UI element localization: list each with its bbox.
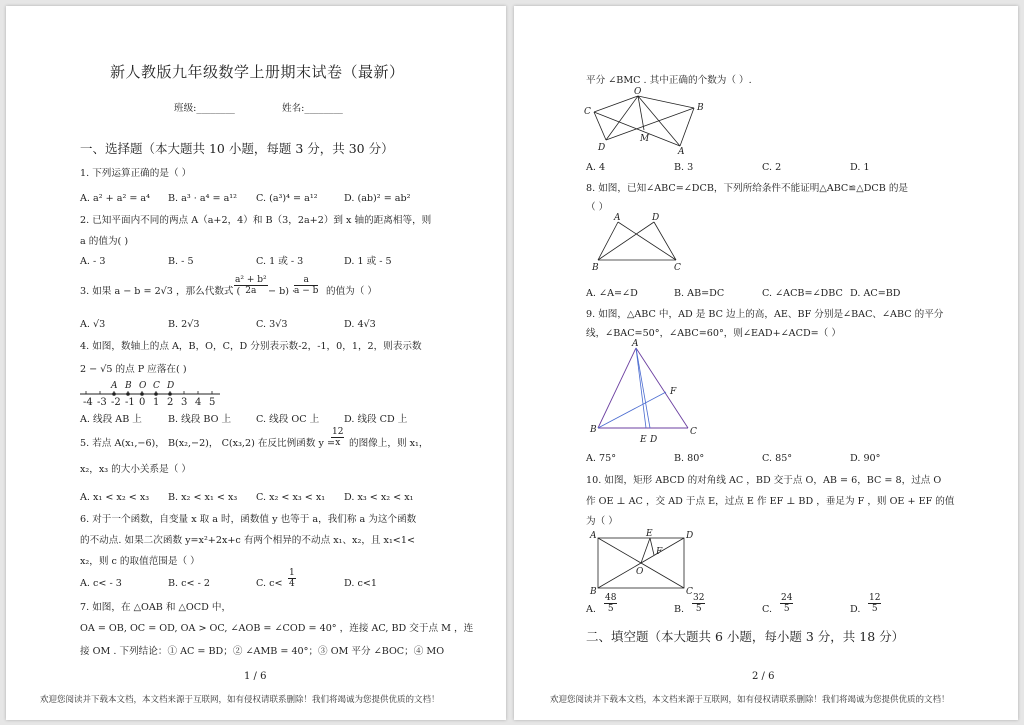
number-line-tick-label: -1 xyxy=(125,397,135,408)
q9-text-line1: 9. 如图，△ABC 中，AD 是 BC 边上的高，AE、BF 分别是∠BAC、∠ABC 的平分 xyxy=(586,309,944,320)
q10-text-line3: 为（ ） xyxy=(586,516,618,527)
q3-option-a: A. √3 xyxy=(80,319,106,330)
q2-text-line2: a 的值为( ) xyxy=(80,236,129,247)
q3-option-d: D. 4√3 xyxy=(344,319,376,330)
q6-option-c-fraction: $\frac{1}{4}$ xyxy=(289,568,295,589)
page-1 xyxy=(6,6,506,720)
q3-fraction-1: $\frac{\text{a² + b²}}{2a}$ xyxy=(235,275,267,296)
q4-number-line-figure xyxy=(80,378,230,408)
q9-label-e: E xyxy=(640,435,647,445)
q4-option-c: C. 线段 OC 上 xyxy=(256,414,320,425)
q9-label-f: F xyxy=(670,387,677,397)
exam-title: 新人教版九年级数学上册期末试卷（最新） xyxy=(110,63,405,81)
class-field-label: 班级:________ xyxy=(174,103,235,114)
number-line-tick-label: -4 xyxy=(83,397,93,408)
page-number: 1 / 6 xyxy=(244,671,267,682)
q10-option-d: $\frac{12}{5}$ xyxy=(869,593,881,614)
q4-option-d: D. 线段 CD 上 xyxy=(344,414,408,425)
q2-option-d: D. 1 或 - 5 xyxy=(344,256,392,267)
q4-text-line2: 2 − √5 的点 P 应落在( ) xyxy=(80,364,187,375)
q10-option-a: $\frac{48}{5}$ xyxy=(605,593,617,614)
page-footer: 欢迎您阅读并下载本文档，本文档来源于互联网，如有侵权请联系删除！我们将竭诚为您提供优质的文档！ xyxy=(550,695,950,705)
q8-label-d: D xyxy=(652,213,660,223)
q8-label-b: B xyxy=(592,263,599,273)
page-2 xyxy=(514,6,1018,720)
number-line-tick-label: 2 xyxy=(167,397,174,408)
q9-figure xyxy=(590,340,700,446)
q8-option-a: A. ∠A=∠D xyxy=(586,288,638,299)
number-line-tick-label: 3 xyxy=(181,397,188,408)
q6-option-c: C. c< xyxy=(256,578,283,589)
page-number: 2 / 6 xyxy=(752,671,775,682)
q7-label-m: M xyxy=(640,134,650,144)
q10-label-c: C xyxy=(686,587,693,597)
q2-option-c: C. 1 或 - 3 xyxy=(256,256,304,267)
q4-option-a: A. 线段 AB 上 xyxy=(80,414,142,425)
q7-text-line1: 7. 如图，在 △OAB 和 △OCD 中， xyxy=(80,602,232,613)
q9-option-c: C. 85° xyxy=(762,453,793,464)
number-line-point xyxy=(154,392,158,396)
q8-label-a: A xyxy=(614,213,621,223)
q5-option-b: B. x₂ < x₁ < x₃ xyxy=(168,492,238,503)
q10-option-c-label: C. xyxy=(762,604,773,615)
q9-option-b: B. 80° xyxy=(674,453,705,464)
q10-figure xyxy=(590,528,700,598)
q5-text-pre: 5. 若点 A(x₁,−6)， B(x₂,−2)， C(x₃,2) 在反比例函数 y = xyxy=(80,438,335,449)
q9-label-a: A xyxy=(632,339,639,349)
number-line-tick-label: 1 xyxy=(153,397,160,408)
q8-label-c: C xyxy=(674,263,681,273)
number-line-tick-label: -2 xyxy=(111,397,121,408)
q10-option-d-label: D. xyxy=(850,604,861,615)
q6-text-line1: 6. 对于一个函数，自变量 x 取 a 时，函数值 y 也等于 a，我们称 a 为这个函数 xyxy=(80,514,417,525)
page-footer: 欢迎您阅读并下载本文档，本文档来源于互联网，如有侵权请联系删除！我们将竭诚为您提供优质的文档！ xyxy=(40,695,440,705)
q10-label-d: D xyxy=(686,531,694,541)
q5-text-post: 的图像上，则 x₁， xyxy=(349,438,429,449)
q7-label-o: O xyxy=(634,87,642,97)
number-line-tick-label: 5 xyxy=(209,397,216,408)
q7-option-c: C. 2 xyxy=(762,162,782,173)
q10-option-a-label: A. xyxy=(586,604,596,615)
name-field-label: 姓名:________ xyxy=(282,103,343,114)
q10-option-b-label: B. xyxy=(674,604,685,615)
q6-text-line2: 的不动点. 如果二次函数 y=x²+2x+c 有两个相异的不动点 x₁、x₂，且 x₁<1< xyxy=(80,535,415,546)
q1-option-b: B. a³ · a⁴ = a¹² xyxy=(168,193,237,204)
section-1-heading: 一、选择题（本大题共 10 小题，每题 3 分，共 30 分） xyxy=(80,141,394,156)
q10-label-a: A xyxy=(590,531,597,541)
q3-text-pre: 3. 如果 a − b = 2√3 ，那么代数式 ( xyxy=(80,286,241,297)
number-line-point-label: C xyxy=(153,381,160,391)
q3-text-post: 的值为（ ） xyxy=(326,286,378,297)
q8-figure xyxy=(590,214,690,274)
q9-option-a: A. 75° xyxy=(586,453,617,464)
q3-text-mid: − b) · xyxy=(268,286,296,297)
q7-option-b: B. 3 xyxy=(674,162,694,173)
q6-option-d: D. c<1 xyxy=(344,578,377,589)
q1-option-c: C. (a³)⁴ = a¹² xyxy=(256,193,318,204)
q4-text-line1: 4. 如图，数轴上的点 A，B，O，C，D 分别表示数-2，-1，0，1，2，则表示数 xyxy=(80,341,422,352)
q1-option-a: A. a² + a² = a⁴ xyxy=(80,193,150,204)
q8-text-line1: 8. 如图，已知∠ABC=∠DCB，下列所给条件不能证明△ABC≌△DCB 的是 xyxy=(586,183,909,194)
q6-text-line3: x₂，则 c 的取值范围是（ ） xyxy=(80,556,200,567)
number-line-point-label: A xyxy=(111,381,118,391)
number-line-point-label: B xyxy=(125,381,132,391)
q6-option-a: A. c< - 3 xyxy=(80,578,122,589)
q9-option-d: D. 90° xyxy=(850,453,881,464)
q4-option-b: B. 线段 BO 上 xyxy=(168,414,232,425)
q6-option-b: B. c< - 2 xyxy=(168,578,211,589)
q5-option-c: C. x₂ < x₃ < x₁ xyxy=(256,492,326,503)
number-line-point xyxy=(140,392,144,396)
q9-label-d: D xyxy=(650,435,658,445)
q10-label-e: E xyxy=(646,529,653,539)
q7-text-cont: 平分 ∠BMC . 其中正确的个数为（ ）. xyxy=(586,75,752,86)
number-line-point xyxy=(168,392,172,396)
number-line-point xyxy=(126,392,130,396)
q10-option-c: $\frac{24}{5}$ xyxy=(781,593,793,614)
q5-option-a: A. x₁ < x₂ < x₃ xyxy=(80,492,150,503)
number-line-point xyxy=(112,392,116,396)
q7-label-d: D xyxy=(598,143,606,153)
q3-option-b: B. 2√3 xyxy=(168,319,200,330)
q10-text-line1: 10. 如图，矩形 ABCD 的对角线 AC ，BD 交于点 O，AB = 6，BC = 8，过点 O xyxy=(586,475,942,486)
q7-text-line3: 接 OM . 下列结论：① AC = BD；② ∠AMB = 40°；③ OM 平分 ∠BOC；④ MO xyxy=(80,646,445,657)
q3-option-c: C. 3√3 xyxy=(256,319,288,330)
q2-option-b: B. - 5 xyxy=(168,256,194,267)
q7-label-a: A xyxy=(678,147,685,157)
q8-option-b: B. AB=DC xyxy=(674,288,725,299)
q9-text-line2: 线，∠BAC=50°，∠ABC=60°，则∠EAD+∠ACD=（ ） xyxy=(586,328,841,339)
q5-fraction: $\frac{12}{x}$ xyxy=(332,427,344,448)
q5-text-line2: x₂，x₃ 的大小关系是（ ） xyxy=(80,464,191,475)
number-line-tick-label: 4 xyxy=(195,397,202,408)
number-line-point-label: D xyxy=(167,381,175,391)
q7-figure xyxy=(584,87,714,157)
q2-option-a: A. - 3 xyxy=(80,256,106,267)
q7-label-c: C xyxy=(584,107,591,117)
q8-option-d: D. AC=BD xyxy=(850,288,901,299)
q1-text: 1. 下列运算正确的是（ ） xyxy=(80,168,192,179)
q10-option-b: $\frac{32}{5}$ xyxy=(693,593,705,614)
number-line-tick-label: 0 xyxy=(139,397,146,408)
q3-fraction-2: $\frac{a}{a - b}$ xyxy=(294,275,319,296)
q10-label-o: O xyxy=(636,567,644,577)
q8-option-c: C. ∠ACB=∠DBC xyxy=(762,288,843,299)
q7-text-line2: OA = OB, OC = OD, OA > OC, ∠AOB = ∠COD = 40° ，连接 AC, BD 交于点 M ，连 xyxy=(80,623,474,634)
q1-option-d: D. (ab)² = ab² xyxy=(344,193,411,204)
q7-option-d: D. 1 xyxy=(850,162,870,173)
section-2-heading: 二、填空题（本大题共 6 小题，每小题 3 分，共 18 分） xyxy=(586,629,905,644)
q5-option-d: D. x₃ < x₂ < x₁ xyxy=(344,492,414,503)
q2-text-line1: 2. 已知平面内不同的两点 A（a+2，4）和 B（3，2a+2）到 x 轴的距离相等，则 xyxy=(80,215,432,226)
q7-label-b: B xyxy=(697,103,704,113)
number-line-point-label: O xyxy=(139,381,147,391)
number-line-tick-label: -3 xyxy=(97,397,107,408)
q9-label-b: B xyxy=(590,425,597,435)
q10-label-f: F xyxy=(656,547,663,557)
q9-label-c: C xyxy=(690,427,697,437)
q7-option-a: A. 4 xyxy=(586,162,606,173)
q10-text-line2: 作 OE ⊥ AC ，交 AD 于点 E，过点 E 作 EF ⊥ BD ，垂足为 F ，则 OE + EF 的值 xyxy=(586,496,955,507)
q8-text-line2: （ ） xyxy=(586,202,609,213)
q10-label-b: B xyxy=(590,587,597,597)
